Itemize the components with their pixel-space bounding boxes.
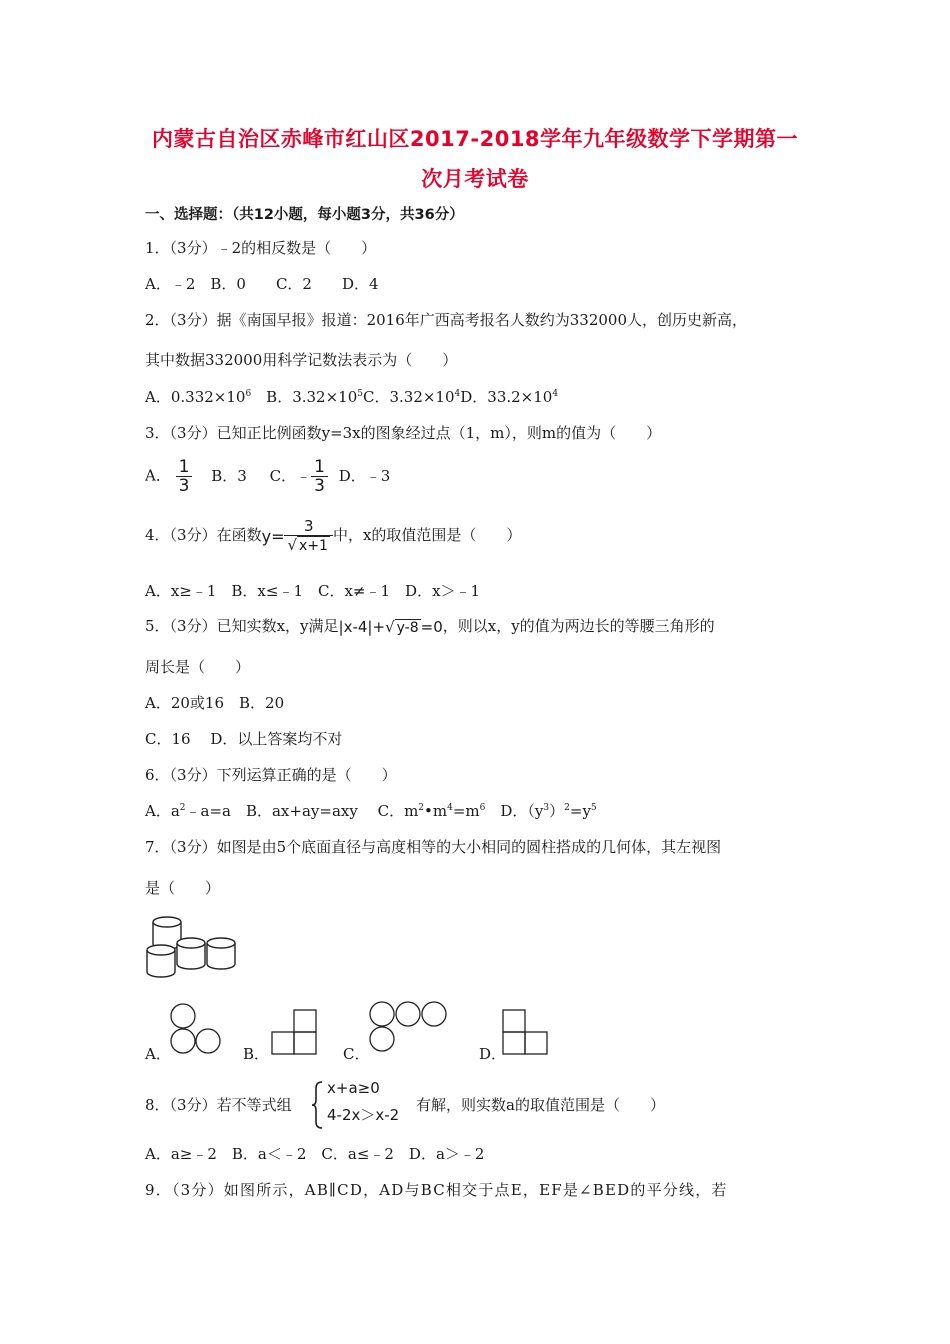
option-a-circles-figure bbox=[167, 1002, 227, 1058]
exam-title-line2: 次月考试卷 bbox=[421, 167, 529, 191]
question-5-suffix: ，则以x，y的值为两边长的等腰三角形的 bbox=[442, 617, 715, 635]
function-fraction: $\frac{3}{√ x+1}$ bbox=[284, 517, 333, 555]
option-a-label: A． bbox=[145, 466, 171, 485]
question-5-prefix: 5．（3分）已知实数x，y满足 bbox=[145, 617, 339, 635]
question-2-stem-line1: 2．（3分）据《南国早报》报道：2016年广西高考报名人数约为332000人，创历史新高， bbox=[145, 311, 748, 329]
inequality-line-2: 4-2x＞x-2 bbox=[327, 1106, 400, 1124]
question-4-suffix: 中，x的取值范围是（ ） bbox=[332, 526, 522, 544]
question-9-stem: 9．（3分）如图所示，AB∥CD，AD与BC相交于点E，EF是∠BED的平分线，若 bbox=[145, 1181, 728, 1199]
question-4-stem bbox=[145, 517, 521, 555]
option-d-squares-figure bbox=[501, 1008, 553, 1056]
question-8-suffix: 有解，则实数a的取值范围是（ ） bbox=[416, 1096, 665, 1114]
equals-zero: =0 bbox=[420, 618, 443, 636]
system-brace-icon bbox=[310, 1080, 324, 1130]
question-7-option-c-label: C． bbox=[343, 1045, 370, 1063]
option-b: B．3.32×10 bbox=[251, 388, 358, 406]
option-c: C．3.32×10 bbox=[362, 388, 455, 406]
question-1-stem: 1．（3分）﹣2的相反数是（ ） bbox=[145, 239, 377, 257]
exponent: 5 bbox=[357, 389, 363, 399]
plus-sign: + bbox=[372, 618, 386, 636]
question-3-stem: 3．（3分）已知正比例函数y=3x的图象经过点（1，m），则m的值为（ ） bbox=[145, 424, 662, 442]
question-4-options: A．x≥﹣1 B．x≤﹣1 C．x≠﹣1 D．x＞﹣1 bbox=[145, 582, 481, 600]
question-3-options bbox=[145, 458, 390, 495]
question-7-stem-line1: 7．（3分）如图是由5个底面直径与高度相等的大小相同的圆柱搭成的几何体，其左视图 bbox=[145, 838, 722, 856]
question-2-options bbox=[145, 386, 558, 407]
inequality-line-1: x+a≥0 bbox=[327, 1079, 380, 1097]
cylinders-solid-figure bbox=[143, 912, 243, 982]
option-c-label: C．﹣ bbox=[269, 466, 312, 485]
question-7-stem-line2: 是（ ） bbox=[145, 879, 221, 897]
question-5-stem-line2: 周长是（ ） bbox=[145, 658, 251, 676]
absolute-value: |x-4| bbox=[338, 618, 373, 636]
option-d: D．﹣3 bbox=[338, 466, 391, 485]
question-4-prefix: 4．（3分）在函数 bbox=[145, 526, 262, 544]
question-5-options-1: A．20或16 B．20 bbox=[145, 694, 285, 712]
option-b: B．3 bbox=[211, 466, 247, 485]
function-y: y= bbox=[261, 526, 285, 546]
question-7-option-a-label: A． bbox=[145, 1045, 171, 1063]
exponent: 6 bbox=[245, 389, 252, 399]
question-6-stem: 6．（3分）下列运算正确的是（ ） bbox=[145, 766, 397, 784]
question-8-options: A．a≥﹣2 B．a＜﹣2 C．a≤﹣2 D．a＞﹣2 bbox=[145, 1145, 485, 1163]
exam-title-line1: 内蒙古自治区赤峰市红山区2017-2018学年九年级数学下学期第一 bbox=[151, 127, 799, 151]
fraction-one-third: $\frac{1}{3}$ bbox=[311, 458, 328, 495]
option-c-circles-figure bbox=[368, 1000, 450, 1056]
question-2-stem-line2: 其中数据332000用科学记数法表示为（ ） bbox=[145, 351, 458, 369]
exponent: 4 bbox=[552, 389, 559, 399]
radicand: y-8 bbox=[396, 620, 419, 636]
question-5-options-2: C．16 D．以上答案均不对 bbox=[145, 730, 343, 748]
question-7-option-b-label: B． bbox=[243, 1045, 270, 1063]
fraction-one-third: $\frac{1}{3}$ bbox=[176, 458, 193, 495]
exponent: 4 bbox=[454, 389, 461, 399]
question-5-stem-line1: 5．（3分）已知实数x，y满足|x-4|+√ y-8 =0，则以x，y的值为两边长的等腰三角形的 bbox=[145, 617, 715, 636]
question-8-prefix: 8．（3分）若不等式组 bbox=[145, 1096, 292, 1114]
question-1-options: A．﹣2 B．0 C．2 D．4 bbox=[145, 275, 379, 293]
section-heading: 一、选择题：（共12小题，每小题3分，共36分） bbox=[145, 207, 464, 223]
question-7-option-d-label: D． bbox=[479, 1045, 507, 1063]
question-6-options: A．$a^2﹣a=a$ B．ax+ay=axy C．$m^2•m^4=m^6$ D．$(y^3)^2=y^5$ bbox=[145, 802, 597, 820]
option-d: D．33.2×10 bbox=[460, 388, 553, 406]
option-b-squares-figure bbox=[270, 1008, 322, 1056]
option-a: A．0.332×10 bbox=[145, 388, 246, 406]
